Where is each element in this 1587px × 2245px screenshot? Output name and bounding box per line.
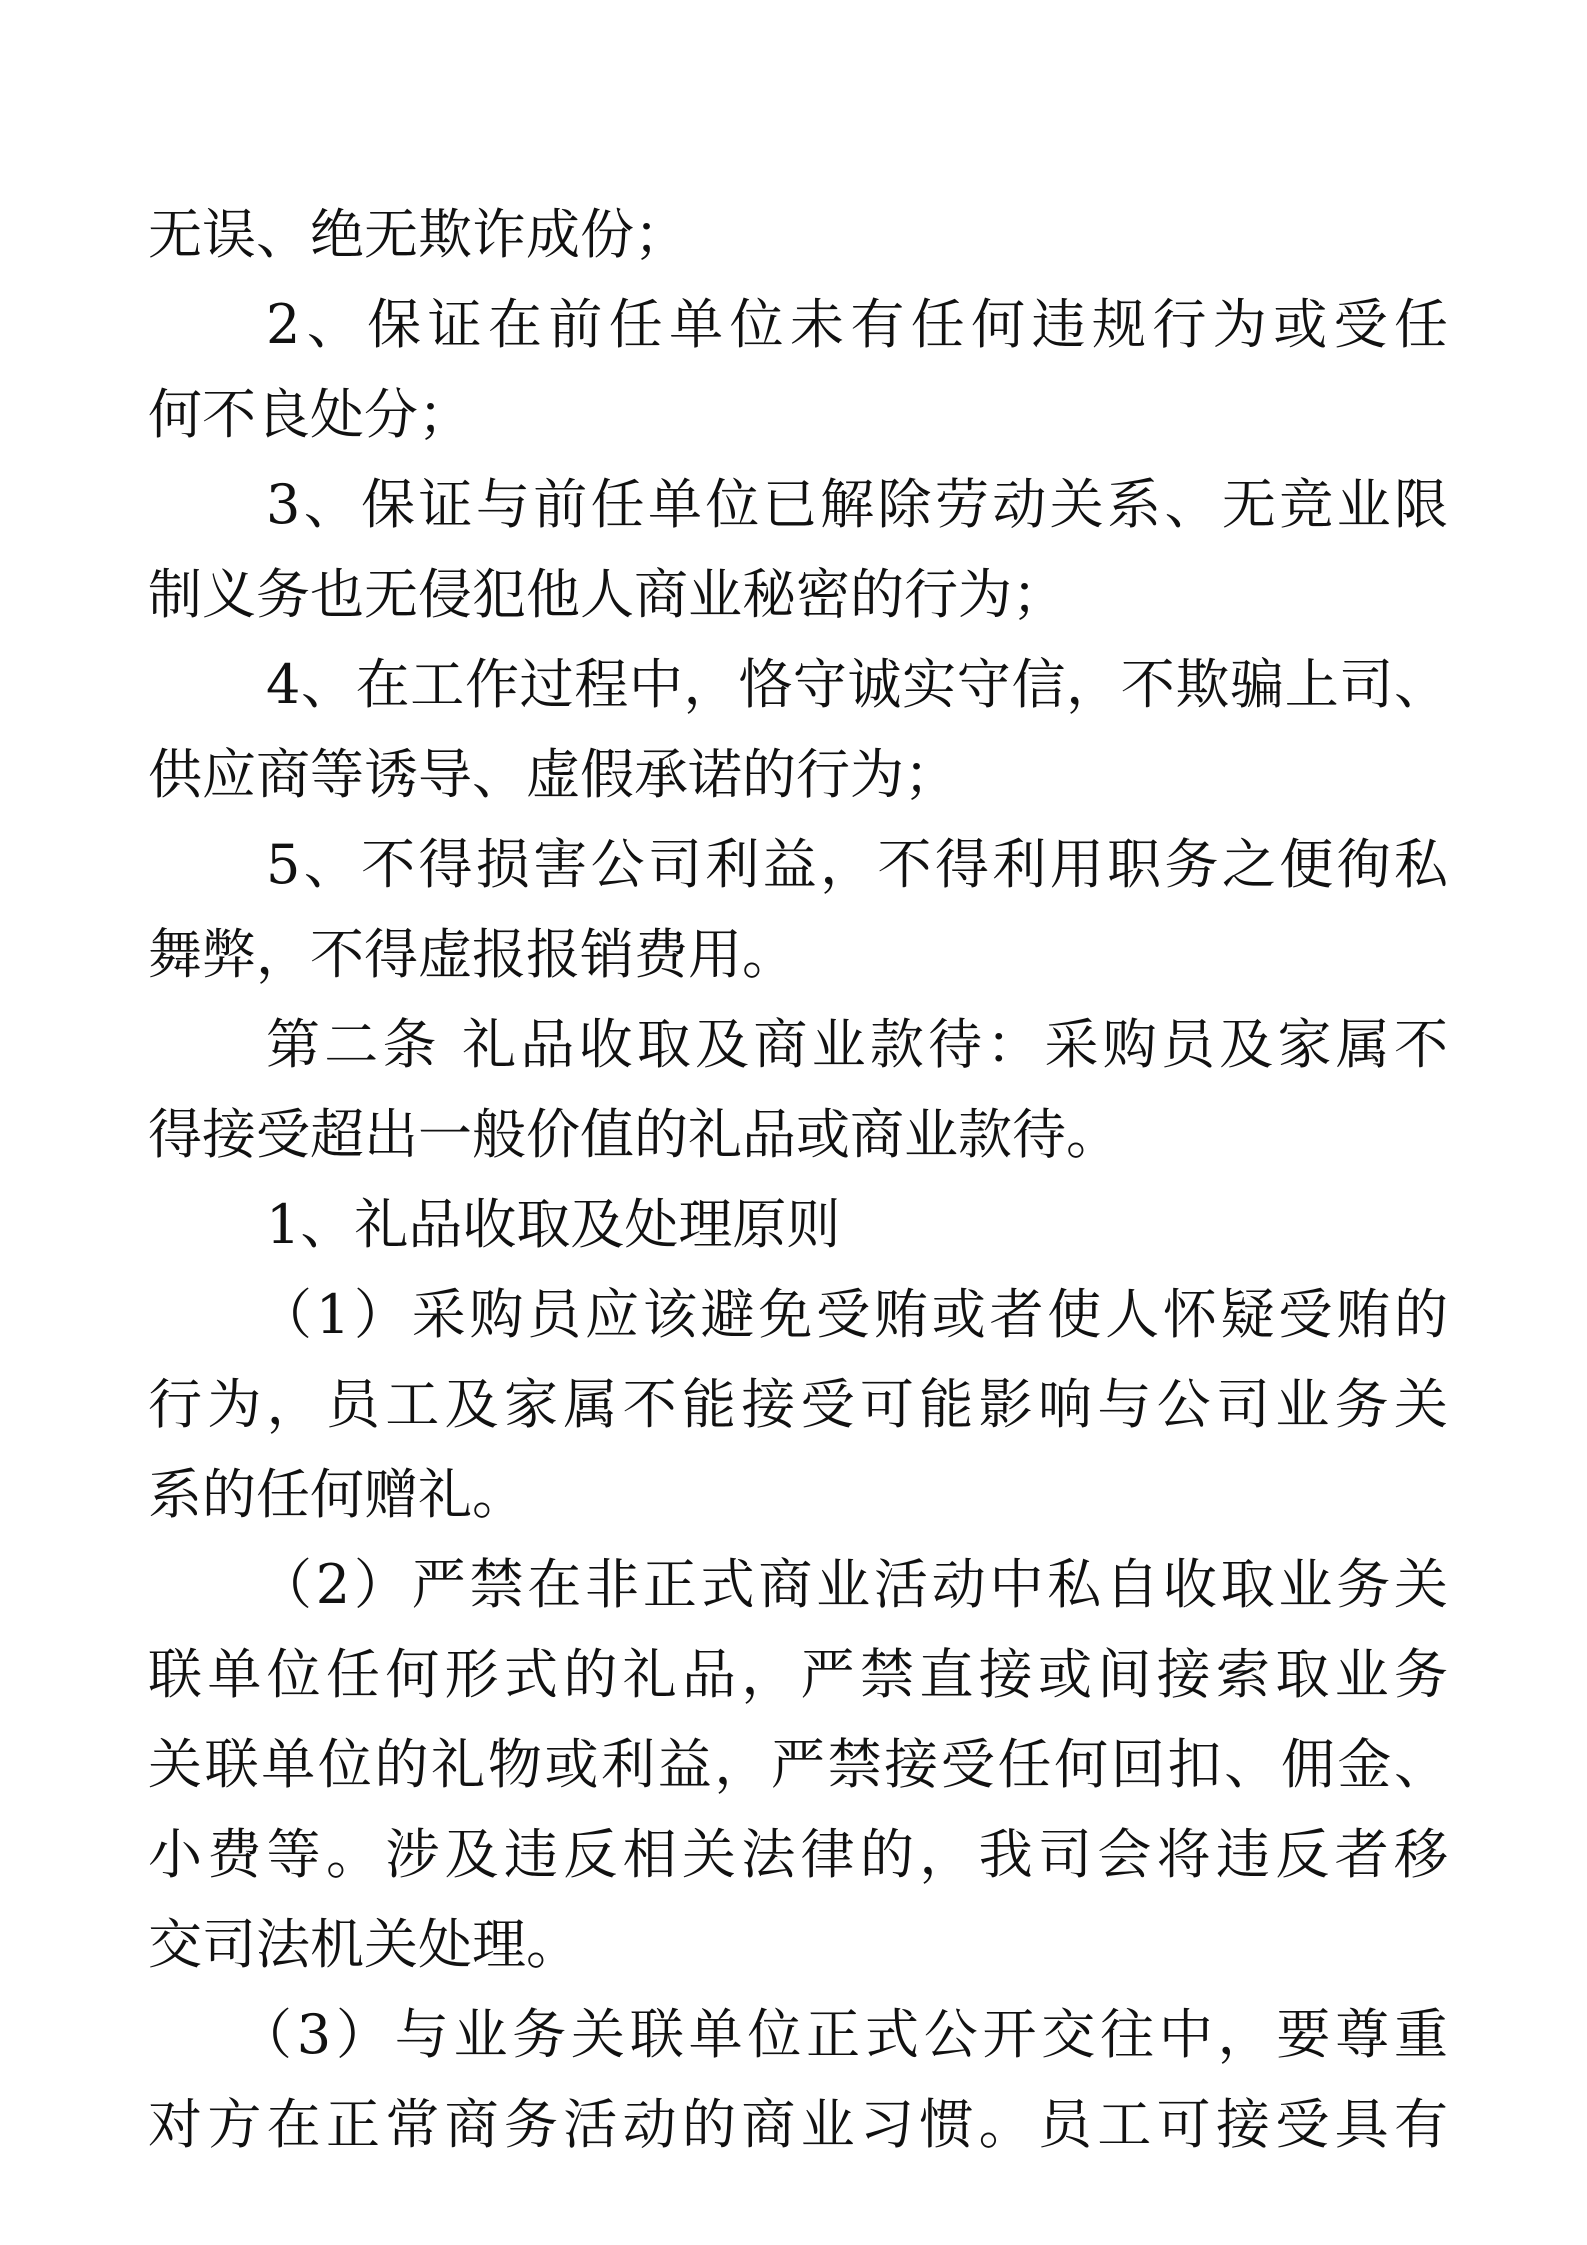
text-line-19: 小费等。涉及违反相关法律的，我司会将违反者移: [148, 1823, 1448, 1886]
text-line-3: 何不良处分；: [148, 383, 472, 446]
text-line-13: （1）采购员应该避免受贿或者使人怀疑受贿的: [258, 1283, 1448, 1346]
text-line-14: 行为，员工及家属不能接受可能影响与公司业务关: [148, 1373, 1448, 1436]
text-line-21: （3）与业务关联单位正式公开交往中，要尊重: [238, 2003, 1448, 2066]
text-line-10: 第二条 礼品收取及商业款待：采购员及家属不: [266, 1013, 1448, 1076]
text-line-20: 交司法机关处理。: [148, 1913, 580, 1976]
text-line-16: （2）严禁在非正式商业活动中私自收取业务关: [258, 1553, 1448, 1616]
text-line-7: 供应商等诱导、虚假承诺的行为；: [148, 743, 958, 806]
text-line-8: 5、不得损害公司利益，不得利用职务之便徇私: [266, 833, 1448, 896]
text-line-4: 3、保证与前任单位已解除劳动关系、无竞业限: [266, 473, 1448, 536]
text-line-15: 系的任何赠礼。: [148, 1463, 526, 1526]
text-line-6: 4、在工作过程中，恪守诚实守信，不欺骗上司、: [266, 653, 1448, 716]
text-line-2: 2、保证在前任单位未有任何违规行为或受任: [266, 293, 1448, 356]
text-line-12: 1、礼品收取及处理原则: [266, 1193, 841, 1256]
text-line-5: 制义务也无侵犯他人商业秘密的行为；: [148, 563, 1066, 626]
text-line-1: 无误、绝无欺诈成份；: [148, 203, 688, 266]
text-line-11: 得接受超出一般价值的礼品或商业款待。: [148, 1103, 1120, 1166]
text-line-22: 对方在正常商务活动的商业习惯。员工可接受具有: [148, 2093, 1448, 2156]
text-line-9: 舞弊，不得虚报报销费用。: [148, 923, 796, 986]
text-line-17: 联单位任何形式的礼品，严禁直接或间接索取业务: [148, 1643, 1448, 1706]
text-line-18: 关联单位的礼物或利益，严禁接受任何回扣、佣金、: [148, 1733, 1448, 1796]
